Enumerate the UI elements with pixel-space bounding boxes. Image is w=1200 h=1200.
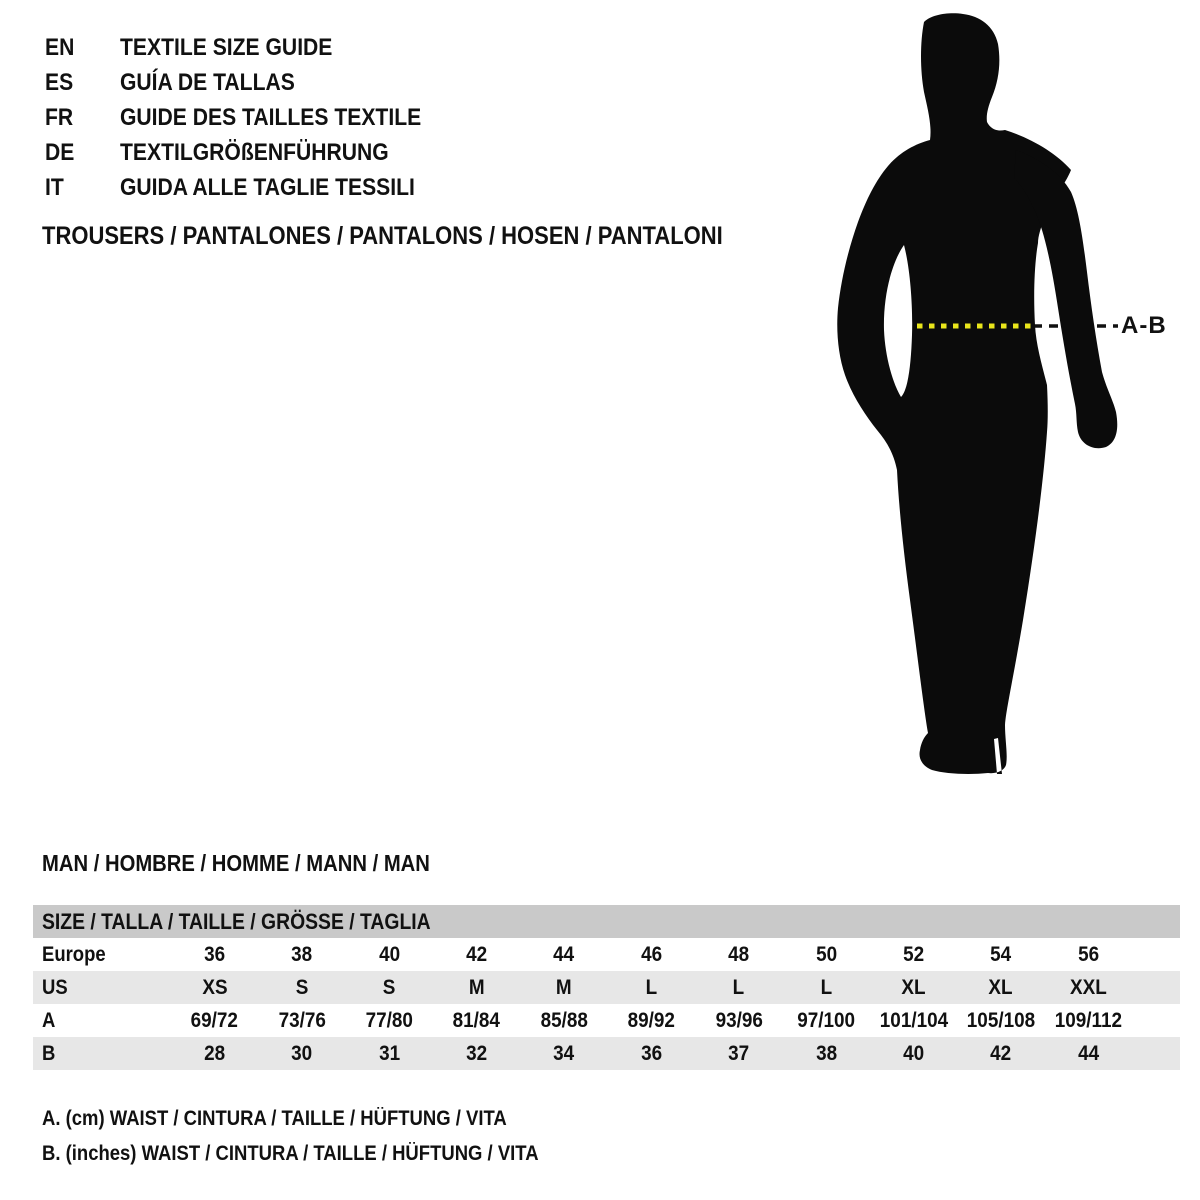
size-cell: 52 (903, 943, 925, 966)
language-code: EN (45, 33, 75, 61)
size-cell: 101/104 (879, 1009, 948, 1032)
footnote-cm: A. (cm) WAIST / CINTURA / TAILLE / HÜFTUNG / VITA (42, 1107, 507, 1130)
size-cell: 50 (815, 943, 837, 966)
size-cell: 73/76 (278, 1009, 326, 1032)
language-row (45, 65, 462, 100)
size-cell: 56 (1077, 943, 1099, 966)
row-spacer (1132, 1037, 1180, 1070)
size-cell: 34 (553, 1042, 575, 1065)
man-silhouette (820, 0, 1200, 790)
language-row (45, 100, 462, 135)
size-cell: L (645, 976, 658, 999)
size-cell: 42 (466, 943, 488, 966)
language-title: TEXTILE SIZE GUIDE (120, 33, 333, 61)
size-table (33, 905, 1180, 1070)
size-cell: XL (988, 976, 1013, 999)
row-label: A (42, 1009, 56, 1032)
size-cell: 37 (728, 1042, 750, 1065)
size-cell: 97/100 (797, 1009, 856, 1032)
language-code: DE (45, 138, 75, 166)
size-cell: 38 (291, 943, 313, 966)
size-cell: 44 (1077, 1042, 1099, 1065)
size-table-header: SIZE / TALLA / TAILLE / GRÖSSE / TAGLIA (33, 905, 1180, 938)
silhouette-body (837, 13, 1071, 774)
size-cell: 85/88 (540, 1009, 588, 1032)
size-cell: XXL (1069, 976, 1107, 999)
size-cell: 40 (903, 1042, 925, 1065)
size-cell: 36 (640, 1042, 662, 1065)
size-cell: M (468, 976, 485, 999)
row-spacer (1132, 1004, 1180, 1037)
size-cell: M (556, 976, 572, 999)
table-row (33, 938, 1180, 971)
size-cell: 105/108 (966, 1009, 1036, 1032)
size-cell: 81/84 (453, 1009, 501, 1032)
size-cell: 109/112 (1054, 1009, 1122, 1032)
waist-measure-label: A-B (1121, 312, 1167, 339)
size-cell: L (733, 976, 745, 999)
size-cell: 40 (378, 943, 400, 966)
language-title-block (45, 30, 462, 205)
language-title: TEXTILGRÖßENFÜHRUNG (120, 138, 389, 166)
language-code: FR (45, 103, 74, 131)
size-cell: S (295, 976, 309, 999)
language-code: ES (45, 68, 74, 96)
size-cell: 89/92 (627, 1009, 676, 1032)
footnote-inches: B. (inches) WAIST / CINTURA / TAILLE / HÜFTUNG / VITA (42, 1142, 539, 1165)
row-label: B (42, 1042, 56, 1065)
size-cell: 93/96 (715, 1009, 763, 1032)
size-cell: 36 (204, 943, 226, 966)
size-cell: 77/80 (365, 1009, 414, 1032)
size-cell: 44 (553, 943, 575, 966)
size-cell: S (383, 976, 396, 999)
language-row (45, 170, 462, 205)
garment-type-heading: TROUSERS / PANTALONES / PANTALONS / HOSEN / PANTALONI (42, 222, 723, 250)
language-row (45, 30, 462, 65)
size-cell: XL (901, 976, 926, 999)
language-title: GUIDA ALLE TAGLIE TESSILI (120, 173, 415, 201)
size-cell: 32 (466, 1042, 488, 1065)
size-cell: L (820, 976, 832, 999)
language-title: GUÍA DE TALLAS (120, 68, 295, 96)
size-cell: 46 (640, 943, 662, 966)
size-cell: 28 (204, 1042, 226, 1065)
size-cell: 38 (815, 1042, 837, 1065)
size-table-rows (33, 938, 1180, 1070)
language-row (45, 135, 462, 170)
language-title: GUIDE DES TAILLES TEXTILE (120, 103, 422, 131)
size-cell: 54 (990, 943, 1012, 966)
size-cell: 30 (291, 1042, 313, 1065)
row-spacer (1132, 938, 1180, 971)
gender-heading: MAN / HOMBRE / HOMME / MANN / MAN (42, 850, 430, 876)
table-row (33, 1004, 1180, 1037)
table-row (33, 971, 1180, 1004)
row-spacer (1132, 971, 1180, 1004)
size-cell: 48 (728, 943, 750, 966)
size-cell: XS (202, 976, 228, 999)
row-label: US (42, 976, 68, 999)
size-cell: 69/72 (191, 1009, 239, 1032)
table-row (33, 1037, 1180, 1070)
size-cell: 42 (990, 1042, 1012, 1065)
size-cell: 31 (378, 1042, 400, 1065)
language-code: IT (45, 173, 64, 201)
row-label: Europe (42, 943, 106, 966)
